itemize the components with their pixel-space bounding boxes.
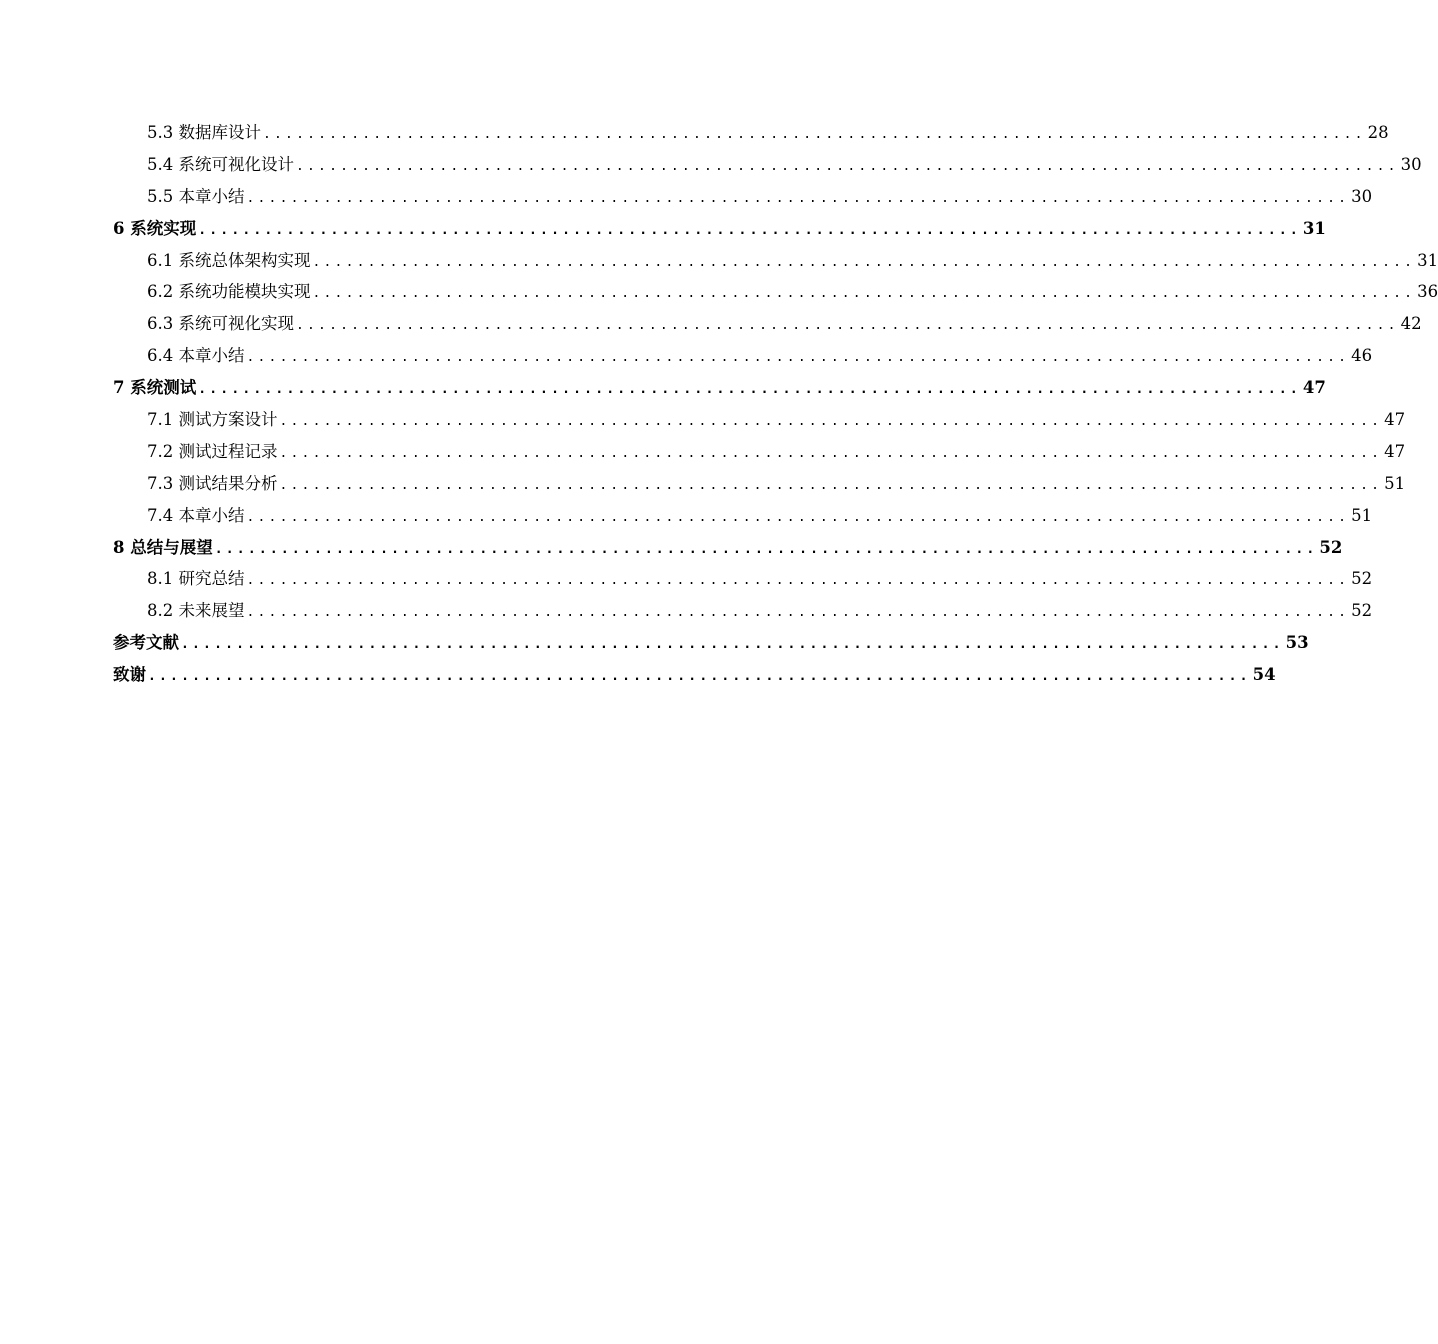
toc-dot-leader: .................................................................................................... xyxy=(246,509,1350,525)
toc-entry-7-1[interactable] xyxy=(113,404,1406,436)
toc-dot-leader: .................................................................................................... xyxy=(296,158,1399,174)
toc-entry-label: 8.1 研究总结 xyxy=(147,569,245,589)
toc-page-number: 47 xyxy=(1384,410,1406,430)
toc-entry-5-5[interactable] xyxy=(113,181,1373,213)
toc-page-number: 42 xyxy=(1400,314,1422,334)
toc-dot-leader: .................................................................................................... xyxy=(246,190,1350,206)
toc-dot-leader: .................................................................................................... xyxy=(246,350,1350,366)
toc-page-number: 31 xyxy=(1417,250,1438,270)
toc-dot-leader: .................................................................................................... xyxy=(279,414,1383,430)
toc-entry-8-1[interactable] xyxy=(113,563,1373,595)
toc-entry-8-2[interactable] xyxy=(113,595,1373,627)
toc-entry-label: 参考文献 xyxy=(113,633,179,653)
toc-page-number: 52 xyxy=(1351,569,1373,589)
toc-entry-label: 6.4 本章小结 xyxy=(147,346,245,366)
toc-entry-7-2[interactable] xyxy=(113,436,1406,468)
toc-page-number: 51 xyxy=(1384,473,1406,493)
toc-entry-7-4[interactable] xyxy=(113,500,1373,532)
toc-entry-label: 6 系统实现 xyxy=(113,218,197,238)
toc-dot-leader: .................................................................................................... xyxy=(279,477,1383,493)
toc-entry-label: 致谢 xyxy=(113,665,146,685)
toc-page-number: 30 xyxy=(1400,154,1422,174)
toc-page-number: 46 xyxy=(1351,346,1373,366)
toc-page-number: 31 xyxy=(1302,218,1326,238)
toc-dot-leader: .................................................................................................... xyxy=(246,573,1350,589)
toc-page-number: 30 xyxy=(1351,186,1373,206)
toc-entry-5-3[interactable] xyxy=(113,117,1389,149)
toc-dot-leader: .................................................................................................... xyxy=(181,637,1284,653)
toc-entry-label: 8.2 未来展望 xyxy=(147,601,245,621)
toc-entry-5-4[interactable] xyxy=(113,149,1422,181)
toc-page-number: 54 xyxy=(1252,665,1276,685)
toc-dot-leader: .................................................................................................... xyxy=(148,669,1251,685)
toc-page-number: 52 xyxy=(1351,601,1373,621)
toc-page-number: 53 xyxy=(1285,633,1309,653)
toc-entry-label: 5.4 系统可视化设计 xyxy=(147,154,294,174)
toc-entry-acknowledgements[interactable] xyxy=(113,659,1276,691)
toc-entry-chapter-8[interactable] xyxy=(113,532,1343,564)
toc-dot-leader: .................................................................................................... xyxy=(312,286,1416,302)
toc-dot-leader: .................................................................................................... xyxy=(296,318,1399,334)
toc-page-number: 47 xyxy=(1302,378,1326,398)
table-of-contents xyxy=(113,117,1438,691)
toc-dot-leader: .................................................................................................... xyxy=(214,541,1318,557)
toc-page-number: 28 xyxy=(1367,123,1389,142)
toc-entry-label: 7 系统测试 xyxy=(113,378,197,398)
toc-entry-label: 5.5 本章小结 xyxy=(147,186,245,206)
toc-entry-label: 8 总结与展望 xyxy=(113,537,213,557)
toc-dot-leader: .................................................................................................... xyxy=(198,222,1301,238)
toc-dot-leader: .................................................................................................... xyxy=(246,605,1350,621)
toc-entry-label: 7.2 测试过程记录 xyxy=(147,441,278,461)
toc-entry-chapter-6[interactable] xyxy=(113,213,1326,245)
toc-entry-label: 7.1 测试方案设计 xyxy=(147,410,278,430)
toc-page-number: 52 xyxy=(1319,537,1343,557)
toc-dot-leader: .................................................................................................... xyxy=(198,382,1301,398)
toc-entry-chapter-7[interactable] xyxy=(113,372,1326,404)
toc-entry-label: 6.2 系统功能模块实现 xyxy=(147,282,311,302)
toc-entry-7-3[interactable] xyxy=(113,468,1406,500)
toc-dot-leader: .................................................................................................... xyxy=(279,445,1383,461)
toc-entry-6-4[interactable] xyxy=(113,340,1373,372)
toc-entry-label: 7.4 本章小结 xyxy=(147,505,245,525)
toc-entry-label: 7.3 测试结果分析 xyxy=(147,473,278,493)
toc-page-number: 47 xyxy=(1384,441,1406,461)
toc-entry-6-3[interactable] xyxy=(113,308,1422,340)
toc-page-number: 36 xyxy=(1417,282,1438,302)
toc-page-number: 51 xyxy=(1351,505,1373,525)
toc-entry-6-1[interactable] xyxy=(113,245,1438,277)
toc-entry-references[interactable] xyxy=(113,627,1309,659)
toc-dot-leader: .................................................................................................... xyxy=(312,254,1416,270)
toc-entry-label: 6.3 系统可视化实现 xyxy=(147,314,294,334)
toc-dot-leader: .................................................................................................... xyxy=(263,127,1366,142)
toc-entry-6-2[interactable] xyxy=(113,276,1438,308)
toc-entry-label: 5.3 数据库设计 xyxy=(147,123,261,142)
toc-entry-label: 6.1 系统总体架构实现 xyxy=(147,250,311,270)
